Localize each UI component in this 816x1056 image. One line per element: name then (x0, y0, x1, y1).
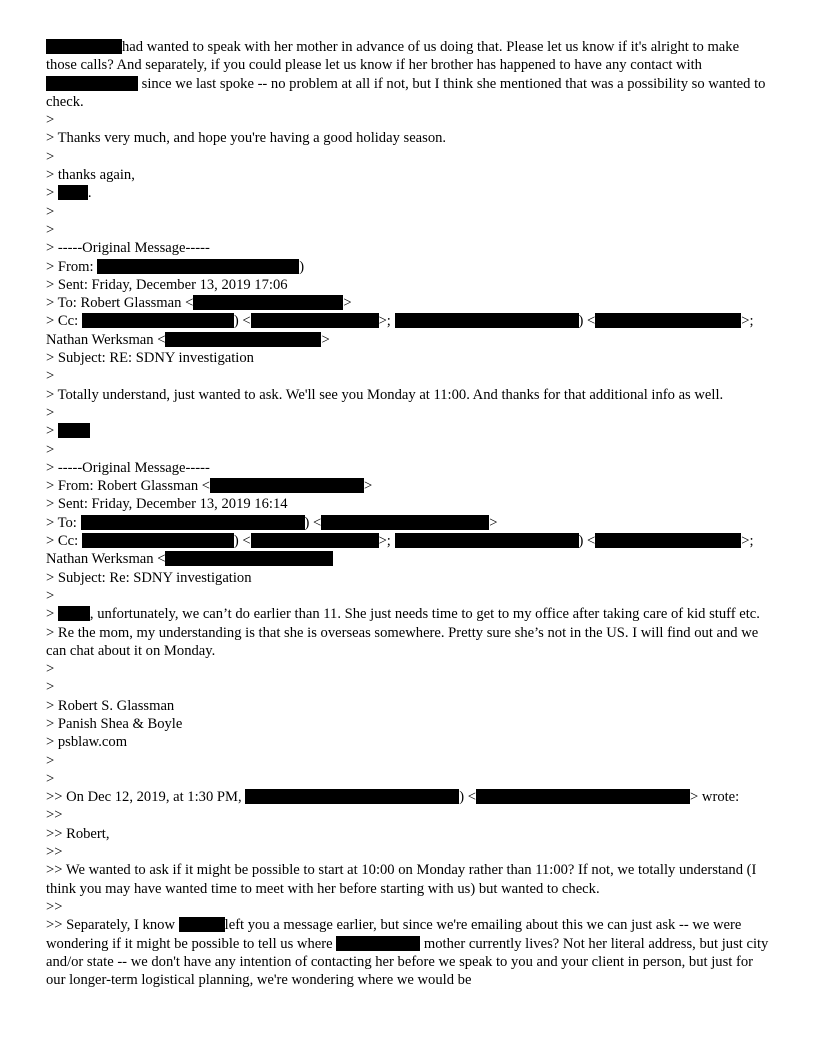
quote-line: >> (46, 807, 63, 824)
signature-line: > . (46, 185, 92, 202)
redaction-block (251, 533, 379, 548)
redaction-block (395, 313, 579, 328)
header-to: > To: Robert Glassman < > (46, 295, 352, 312)
quote-line: > (46, 587, 55, 604)
quote-line: >> Separately, I know left you a message earlier, but since we're emailing about this we can just ask -- we were wondering if it might be possible to tell us where mother currently lives? Not her literal address, but just city and/or state -- we don't have any intention of contacting her before we speak to you and your client in person, but just for our longer-term logistical planning, we're wondering where we would be (46, 917, 769, 989)
header-subject: > Subject: RE: SDNY investigation (46, 350, 254, 367)
redaction-block (476, 789, 690, 804)
body-line: had wanted to speak with her mother in advance of us doing that. Please let us know if it's alright to make those calls? And separately, if you could please let us know if her brother has happened to have any contact with since we last spoke -- no problem at all if not, but I think she mentioned that was a possibility so wanted to check. (46, 39, 766, 110)
header-to: > To: ) < > (46, 514, 498, 531)
header-sent: > Sent: Friday, December 13, 2019 17:06 (46, 276, 288, 293)
redaction-block (82, 313, 234, 328)
header-cc: > Cc: ) < >; ) < >; (46, 313, 754, 330)
redaction-block (58, 606, 90, 621)
header-subject: > Subject: Re: SDNY investigation (46, 569, 252, 586)
redaction-block (595, 313, 741, 328)
quote-line: > -----Original Message----- (46, 240, 210, 257)
quote-line: > Re the mom, my understanding is that she is overseas somewhere. Pretty sure she’s not in the US. I will find out and we can chat about it on Monday. (46, 624, 759, 659)
redaction-block (82, 533, 234, 548)
header-cc-continued: Nathan Werksman < (46, 550, 772, 568)
redaction-block (81, 515, 305, 530)
quote-line: > (46, 661, 55, 678)
quote-line: > thanks again, (46, 167, 135, 184)
signature-name: > Robert S. Glassman (46, 697, 175, 714)
quote-line: > (46, 404, 55, 421)
header-from: > From: Robert Glassman < > (46, 478, 373, 495)
quote-line: >> (46, 844, 63, 861)
redaction-block (165, 551, 333, 566)
signature-line: > (46, 422, 772, 440)
header-cc-continued: Nathan Werksman < > (46, 331, 330, 348)
redaction-block (58, 185, 88, 200)
redaction-block (321, 515, 489, 530)
quote-line: >> (46, 898, 63, 915)
quote-line: > (46, 112, 55, 129)
redaction-block (165, 332, 321, 347)
email-document (46, 38, 772, 989)
quote-line: > (46, 221, 55, 238)
quote-line: > Thanks very much, and hope you're having a good holiday season. (46, 130, 447, 147)
quote-line: > (46, 441, 55, 458)
redaction-block (46, 39, 122, 54)
header-cc: > Cc: ) < >; ) < >; (46, 533, 754, 550)
quote-line: >> Robert, (46, 825, 110, 842)
redaction-block (251, 313, 379, 328)
quote-line: > (46, 770, 55, 787)
signature-firm: > Panish Shea & Boyle (46, 715, 183, 732)
redaction-block (46, 76, 138, 91)
quote-line: > (46, 203, 55, 220)
quote-line: > (46, 679, 55, 696)
header-sent: > Sent: Friday, December 13, 2019 16:14 (46, 496, 288, 513)
signature-website: > psblaw.com (46, 734, 128, 751)
quote-line: > , unfortunately, we can’t do earlier than 11. She just needs time to get to my office after taking care of kid stuff etc. (46, 606, 760, 623)
quote-line: > (46, 752, 55, 769)
redaction-block (97, 259, 299, 274)
redaction-block (179, 917, 225, 932)
redaction-block (336, 936, 420, 951)
redaction-block (395, 533, 579, 548)
quote-line: > Totally understand, just wanted to ask. We'll see you Monday at 11:00. And thanks for that additional info as well. (46, 386, 724, 403)
header-from: > From: ) (46, 258, 305, 275)
quote-line: >> We wanted to ask if it might be possible to start at 10:00 on Monday rather than 11:00? If not, we totally understand (I think you may have wanted time to meet with her before starting with us) but wanted to check. (46, 862, 757, 897)
redaction-block (193, 295, 343, 310)
quote-line: > (46, 368, 55, 385)
quote-line: > (46, 148, 55, 165)
redaction-block (58, 423, 90, 438)
reply-header: >> On Dec 12, 2019, at 1:30 PM, ) < > wrote: (46, 789, 740, 806)
quote-line: > -----Original Message----- (46, 459, 210, 476)
redaction-block (245, 789, 459, 804)
redaction-block (210, 478, 364, 493)
redaction-block (595, 533, 741, 548)
